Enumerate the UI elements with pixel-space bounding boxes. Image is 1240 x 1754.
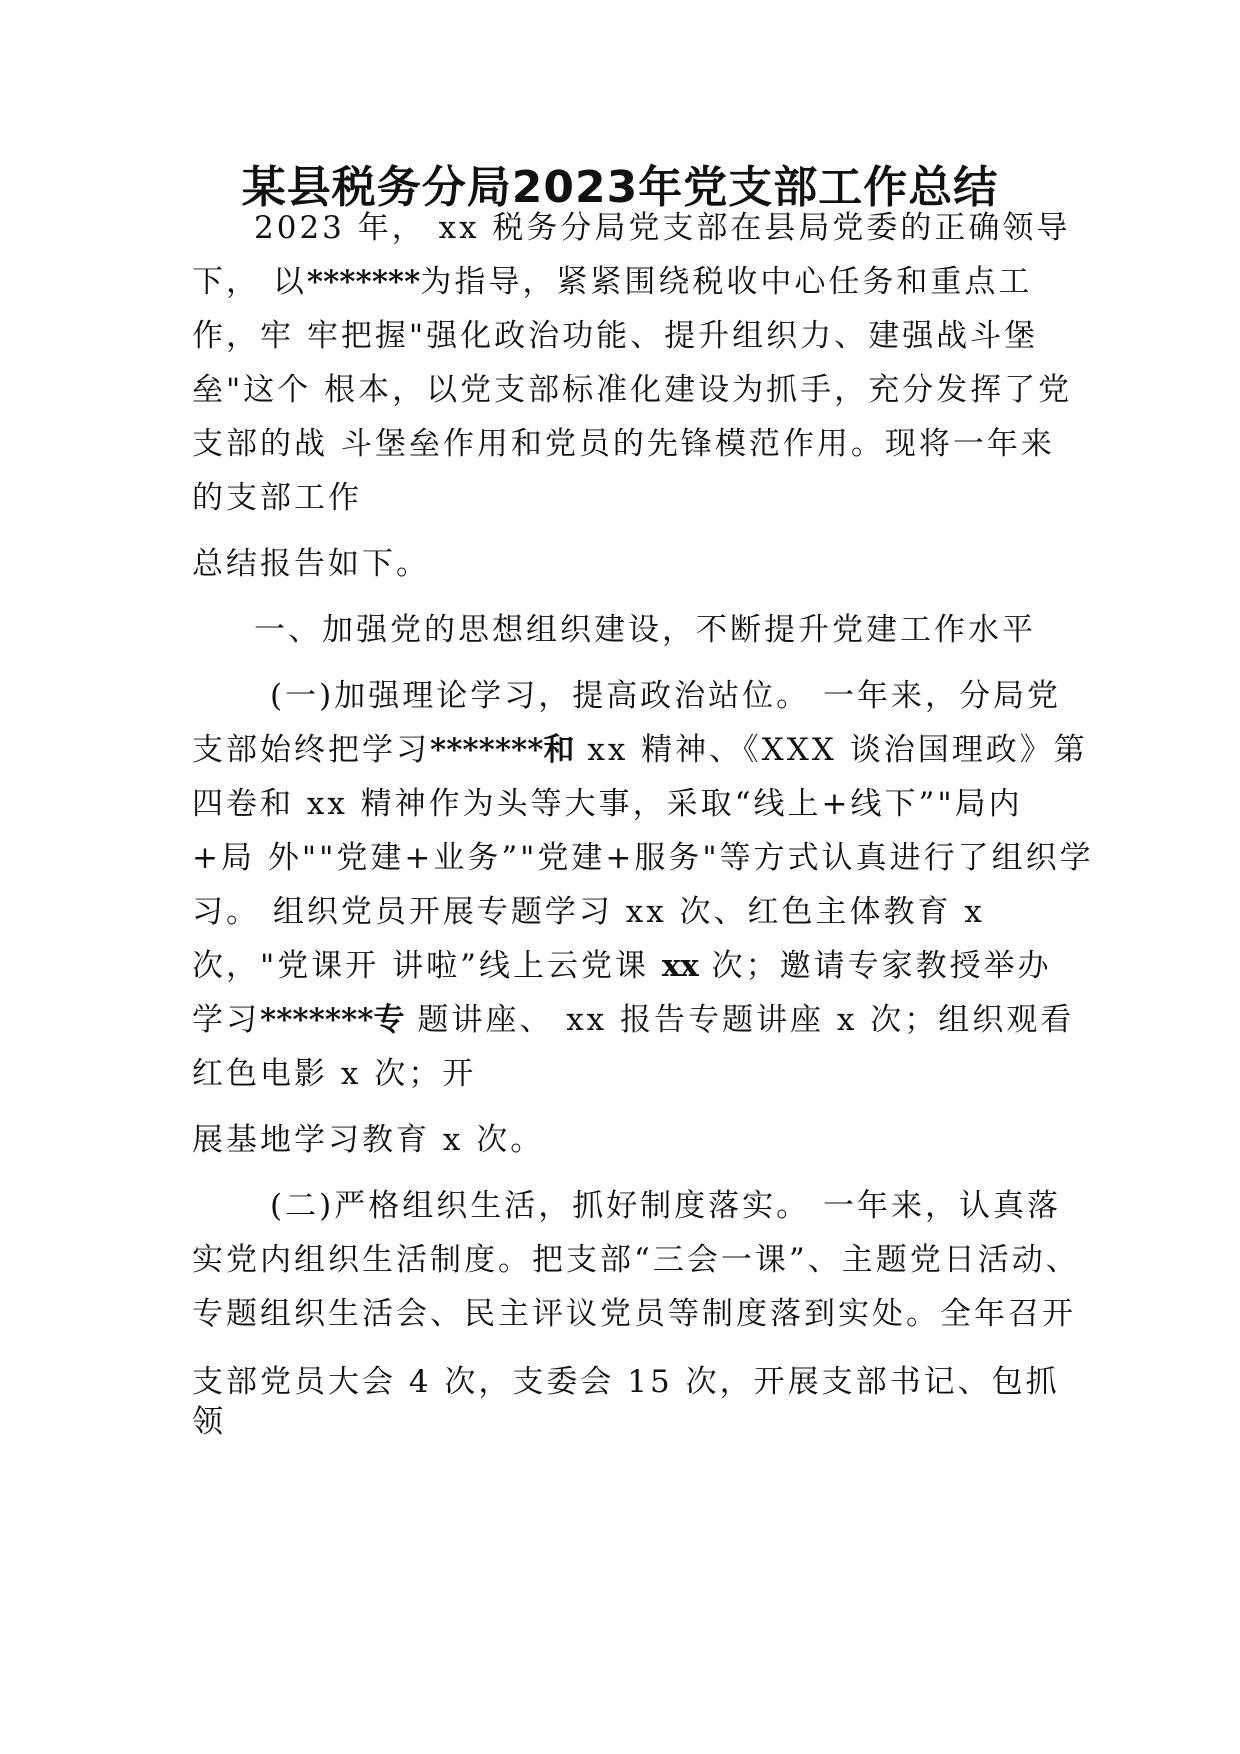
- text-run: 题讲座、 xx 报告专题讲座 x 次；组织观看: [404, 1002, 1075, 1038]
- subsection-heading: [270, 676, 1061, 716]
- text-run: 习。 组织党员开展专题学习 xx 次、红色主体教育 x: [192, 894, 985, 930]
- body-line: [192, 424, 1055, 464]
- text-run: 学习: [192, 1002, 260, 1038]
- text-run: 专题组织生活会、民主评议党员等制度落到实处。全年召开: [192, 1296, 1076, 1332]
- text-run: 2023 年， xx 税务分局党支部在县局党委的正确领导: [254, 210, 1071, 246]
- body-line: [192, 316, 1038, 356]
- body-line: [192, 1362, 1060, 1402]
- text-run: (二)严格组织生活，抓好制度落实。 一年来，认真落: [270, 1188, 1062, 1224]
- redacted-text: *******和: [430, 732, 575, 768]
- text-run: 作，牢 牢把握"强化政治功能、提升组织力、建强战斗堡: [192, 318, 1039, 354]
- redacted-text: *******: [306, 264, 421, 300]
- text-run: xx 精神、《XXX 谈治国理政》第: [574, 732, 1088, 768]
- text-run: 次，"党课开 讲啦”线上云党课: [192, 948, 662, 984]
- body-line: [192, 1402, 226, 1442]
- body-line: [192, 784, 1023, 824]
- text-run: 下， 以: [192, 264, 307, 300]
- body-line: [192, 1240, 1080, 1280]
- text-run: 总结报告如下。: [192, 546, 430, 582]
- body-line: [192, 1120, 544, 1160]
- text-run: (一)加强理论学习，提高政治站位。 一年来，分局党: [270, 678, 1062, 714]
- body-line: [192, 1054, 476, 1094]
- text-run: 次；邀请专家教授举办: [698, 948, 1052, 984]
- text-run: 红色电影 x 次；开: [192, 1056, 477, 1092]
- text-run: 支部党员大会 4 次，支委会 15 次，开展支部书记、包抓: [192, 1364, 1060, 1400]
- redacted-text: *******专: [260, 1002, 405, 1038]
- text-run: 实党内组织生活制度。把支部“三会一课”、主题党日活动、: [192, 1242, 1080, 1278]
- body-line: [192, 1294, 1076, 1334]
- text-run: 支部的战 斗堡垒作用和党员的先锋模范作用。现将一年来: [192, 426, 1055, 462]
- document-title: 某县税务分局2023年党支部工作总结: [241, 162, 999, 213]
- text-run: 为指导，紧紧围绕税收中心任务和重点工: [420, 264, 1033, 300]
- body-line: [192, 838, 1094, 878]
- body-line: [192, 946, 1052, 986]
- text-run: 展基地学习教育 x 次。: [192, 1122, 545, 1158]
- body-line: [192, 262, 1032, 302]
- text-run: 支部始终把学习: [192, 732, 430, 768]
- text-run: 一、加强党的思想组织建设，不断提升党建工作水平: [254, 612, 1036, 648]
- body-line: [192, 1000, 1074, 1040]
- body-line: [192, 544, 430, 584]
- bold-text: xx: [661, 948, 699, 984]
- body-line: [192, 730, 1088, 770]
- body-line: [192, 370, 1072, 410]
- section-heading: [254, 610, 1036, 650]
- text-run: 的支部工作: [192, 480, 362, 516]
- body-line: [254, 208, 1070, 248]
- text-run: +局 外""党建+业务”"党建+服务"等方式认真进行了组织学: [192, 840, 1094, 876]
- text-run: 四卷和 xx 精神作为头等大事，采取“线上+线下”"局内: [192, 786, 1023, 822]
- text-run: 领: [192, 1404, 226, 1440]
- text-run: 垒"这个 根本，以党支部标准化建设为抓手，充分发挥了党: [192, 372, 1073, 408]
- body-line: [192, 478, 362, 518]
- body-line: [192, 892, 985, 932]
- subsection-heading: [270, 1186, 1061, 1226]
